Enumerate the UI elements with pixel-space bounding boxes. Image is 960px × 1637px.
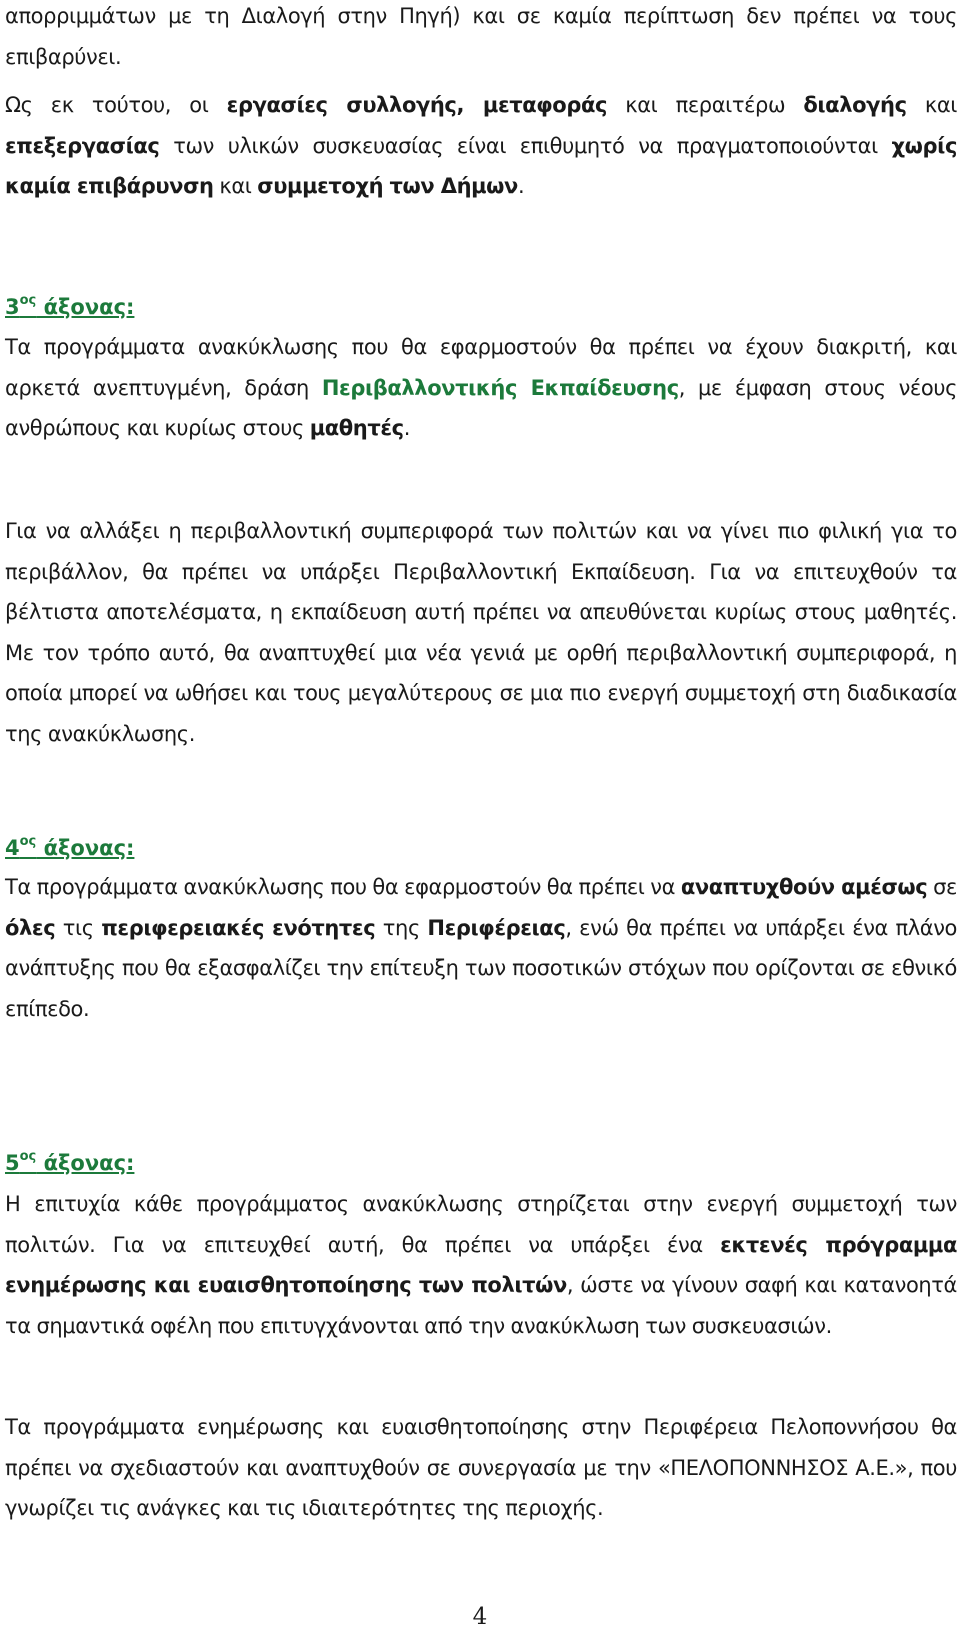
p3-bold-1: μαθητές — [309, 416, 404, 440]
axis-5-number: 5 — [5, 1151, 20, 1175]
axis-5-heading — [5, 1144, 134, 1178]
axis-4-heading — [5, 829, 134, 863]
axis-3-number: 3 — [5, 295, 20, 319]
p5-text-3: τις — [55, 915, 102, 940]
p2-text-4: των υλικών συσκευασίας είναι επιθυμητό να πραγματοποιούνται — [159, 133, 892, 158]
p7-text-1: Τα προγράμματα ενημέρωσης και ευαισθητοποίησης στην Περιφέρεια Πελοποννήσου θα πρέπει να σχεδιαστούν και αναπτυχθούν σε συνεργασία με την «ΠΕΛΟΠΟΝΝΗΣΟΣ Α.Ε.», που γνωρίζει τις ανάγκες και τις ιδιαιτερότητες της περιοχής. — [5, 1415, 957, 1520]
p2-text-6: . — [517, 174, 525, 198]
axis-4-ordinal: ος — [19, 834, 37, 849]
axis-4-label: άξονας: — [36, 836, 135, 860]
p5-text-1: Τα προγράμματα ανακύκλωσης που θα εφαρμοστούν θα πρέπει να — [5, 875, 681, 899]
p3-text-2: , με έμφαση στους νέους ανθρώπους και κυρίως στους — [5, 375, 958, 440]
p2-bold-1: εργασίες συλλογής, μεταφοράς — [226, 93, 608, 117]
p2-bold-4: χωρίς καμία επιβάρυνση — [5, 133, 957, 198]
axis-3-label: άξονας: — [36, 295, 135, 319]
page-number: 4 — [472, 1604, 488, 1630]
paragraph-2 — [5, 85, 957, 207]
p5-bold-3: περιφερειακές ενότητες — [101, 915, 376, 940]
p5-bold-1: αναπτυχθούν αμέσως — [680, 875, 928, 899]
p6-text-2: , ώστε να γίνουν σαφή και κατανοητά τα σημαντικά οφέλη που επιτυγχάνονται από την ανακύκλωση των συσκευασιών. — [5, 1273, 957, 1338]
paragraph-6 — [5, 1184, 957, 1346]
paragraph-1-text: απορριμμάτων με τη Διαλογή στην Πηγή) και σε καμία περίπτωση δεν πρέπει να τους επιβαρύνει. — [5, 4, 957, 69]
p2-bold-2: διαλογής — [803, 93, 907, 117]
p5-text-2: σε — [927, 875, 957, 899]
p4-text-1: Για να αλλάξει η περιβαλλοντική συμπεριφορά των πολιτών και να γίνει πιο φιλική για το περιβάλλον, θα πρέπει να υπάρξει Περιβαλλοντική Εκπαίδευση. Για να επιτευχθούν τα βέλτιστα αποτελέσματα, η εκπαίδευση αυτή πρέπει να απευθύνεται κυρίως στους μαθητές. Με τον τρόπο αυτό, θα αναπτυχθεί μια νέα γενιά με ορθή περιβαλλοντική συμπεριφορά, η οποία μπορεί να ωθήσει και τους μεγαλύτερους σε μια πιο ενεργή συμμετοχή στη διαδικασία της ανακύκλωσης. — [5, 519, 957, 746]
p2-bold-3: επεξεργασίας — [5, 133, 160, 158]
p6-text-1: Η επιτυχία κάθε προγράμματος ανακύκλωσης στηρίζεται στην ενεργή συμμετοχή των πολιτών. Για να επιτευχθεί αυτή, θα πρέπει να υπάρξει ένα — [5, 1192, 957, 1257]
p6-bold-1: εκτενές πρόγραμμα ενημέρωσης και ευαισθητοποίησης των πολιτών — [5, 1232, 957, 1297]
axis-4-number: 4 — [5, 836, 20, 860]
p3-text-1: Τα προγράμματα ανακύκλωσης που θα εφαρμοστούν θα πρέπει να έχουν διακριτή, και αρκετά ανεπτυγμένη, δράση — [5, 335, 957, 400]
p3-green-1: Περιβαλλοντικής Εκπαίδευσης — [321, 375, 679, 400]
p5-text-5: , ενώ θα πρέπει να υπάρξει ένα πλάνο ανάπτυξης που θα εξασφαλίζει την επίτευξη των ποσοτικών στόχων που ορίζονται σε εθνικό επίπεδο. — [5, 915, 957, 1021]
axis-5-label: άξονας: — [36, 1151, 135, 1175]
p5-text-4: της — [375, 915, 428, 940]
paragraph-5 — [5, 867, 957, 1029]
axis-3-heading — [5, 288, 134, 322]
axis-5-ordinal: ος — [19, 1149, 37, 1164]
paragraph-3 — [5, 327, 957, 449]
p2-text-2: και περαιτέρω — [607, 93, 804, 117]
p3-text-3: . — [403, 416, 410, 440]
p2-text-1: Ως εκ τούτου, οι — [5, 93, 227, 117]
p5-bold-2: όλες — [5, 915, 56, 940]
p5-bold-4: Περιφέρειας — [427, 915, 566, 940]
p2-text-3: και — [906, 93, 957, 117]
paragraph-7 — [5, 1407, 957, 1529]
axis-3-ordinal: ος — [19, 293, 37, 308]
paragraph-4 — [5, 511, 957, 754]
p2-bold-5: συμμετοχή των Δήμων — [257, 174, 518, 198]
p2-text-5: και — [213, 174, 258, 198]
paragraph-1 — [5, 0, 957, 77]
